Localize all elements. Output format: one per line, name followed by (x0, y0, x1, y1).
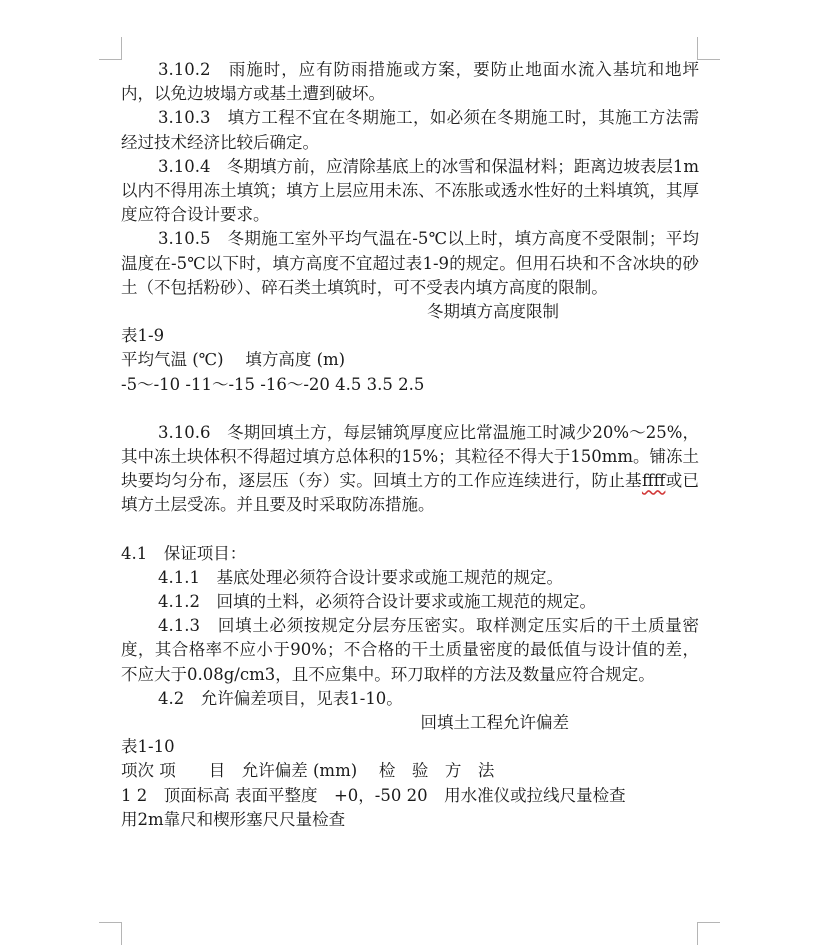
table-1-10-row-1: 1 2 顶面标高 表面平整度 +0，-50 20 用水准仪或拉线尺量检查 (121, 785, 626, 805)
blank-line (121, 518, 699, 542)
table-1-9-row: -5～-10 -11～-15 -16～-20 4.5 3.5 2.5 (121, 374, 425, 394)
paragraph-4-1-1: 4.1.1 基底处理必须符合设计要求或施工规范的规定。 (158, 567, 563, 587)
paragraph-3-10-4: 3.10.4 冬期填方前，应清除基底上的冰雪和保温材料；距离边坡表层1m以内不得用冻土填筑；填方上层应用未冻、不冻胀或透水性好的土料填筑，其厚度应符合设计要求。 (121, 156, 699, 225)
paragraph-3-10-5: 3.10.5 冬期施工室外平均气温在-5℃以上时，填方高度不受限制；平均温度在-5℃以下时，填方高度不宜超过表1-9的规定。但用石块和不含冰块的砂土（不包括粉砂）、碎石类土填筑时，可不受表内填方高度的限制。 (121, 229, 699, 297)
table-1-10-label: 表1-10 (121, 737, 175, 757)
paragraph-3-10-6-part-a: 3.10.6 冬期回填土方，每层铺筑厚度应比常温施工时减少20%～25%，其中冻土块体积不得超过填方总体积的15%；其粒径不得大于150mm。铺冻土块要均匀分布，逐层压（夯）实。回填土方的工作应连续进行，防止基 (121, 422, 699, 491)
table-1-9-label: 表1-9 (121, 326, 165, 346)
paragraph-3-10-6-part-b: 或已填方土层受冻。并且要及时采取防冻措施。 (121, 471, 700, 515)
section-4-1-heading: 4.1 保证项目： (121, 543, 247, 563)
table-1-9-title: 冬期填方高度限制 (427, 302, 559, 322)
table-1-9-header: 平均气温 (℃) 填方高度 (m) (121, 350, 346, 370)
margin-corner-top-left (99, 37, 122, 60)
paragraph-4-1-3: 4.1.3 回填土必须按规定分层夯压密实。取样测定压实后的干土质量密度，其合格率不应小于90%；不合格的干土质量密度的最低值与设计值的差，不应大于0.08g/cm3，且不应集中。环刀取样的方法及数量应符合规定。 (121, 616, 699, 684)
table-1-10-title: 回填土工程允许偏差 (420, 713, 569, 733)
blank-line (121, 397, 699, 421)
margin-corner-top-right (697, 37, 720, 60)
paragraph-4-1-2: 4.1.2 回填的土料，必须符合设计要求或施工规范的规定。 (158, 592, 596, 612)
paragraph-3-10-6 (121, 421, 699, 518)
paragraph-3-10-3: 3.10.3 填方工程不宜在冬期施工，如必须在冬期施工时，其施工方法需经过技术经济比较后确定。 (121, 108, 699, 152)
paragraph-3-10-2: 3.10.2 雨施时，应有防雨措施或方案，要防止地面水流入基坑和地坪内，以免边坡塌方或基土遭到破坏。 (121, 60, 699, 104)
paragraph-4-2: 4.2 允许偏差项目，见表1-10。 (158, 688, 403, 708)
table-1-10-header: 项次 项 目 允许偏差 (mm) 检 验 方 法 (121, 761, 495, 781)
table-1-10-row-2: 用2m靠尺和楔形塞尺尺量检查 (121, 809, 346, 829)
spelling-error-mark: ffff (641, 471, 666, 491)
document-page (121, 58, 699, 832)
